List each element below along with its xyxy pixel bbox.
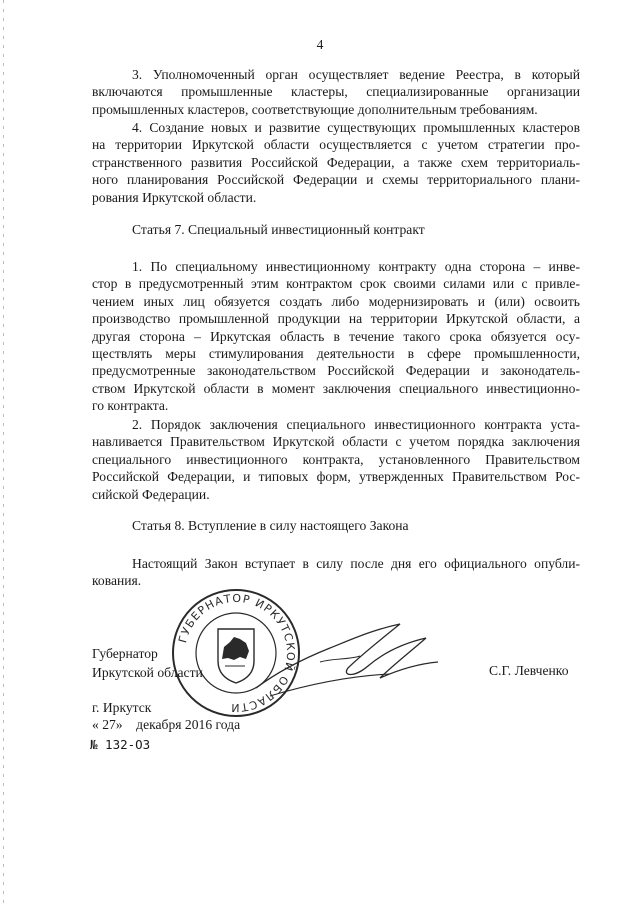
scan-edge <box>3 0 4 905</box>
paragraph-line: ством Иркутской области в момент заключения специального инвестиционно- <box>92 380 580 396</box>
paragraph-line: странственного развития Российской Федерации, а также схем территориаль- <box>92 154 580 170</box>
paragraph-line: чением иных лиц обязуется создать либо модернизировать и (или) освоить <box>92 293 580 309</box>
page-number: 4 <box>316 37 324 52</box>
paragraph-line: сийской Федерации. <box>92 486 210 502</box>
article-7-paragraph-2 <box>92 416 580 503</box>
paragraph-line: стор в предусмотренный этим контрактом срок своими силами или с привле- <box>92 276 580 292</box>
signing-date: « 27» декабря 2016 года <box>92 717 241 732</box>
article-8-paragraph <box>92 555 580 590</box>
paragraph-line: другая сторона – Иркутская область в течение такого срока обязуется осу- <box>92 328 580 344</box>
paragraph-3 <box>92 66 580 118</box>
handwritten-signature-icon <box>250 618 445 703</box>
paragraph-line: 2. Порядок заключения специального инвестиционного контракта уста- <box>132 417 580 432</box>
signatory-title <box>92 644 203 682</box>
article-8-heading: Статья 8. Вступление в силу настоящего Закона <box>132 518 409 533</box>
signatory-name: С.Г. Левченко <box>489 663 569 678</box>
article-7-heading: Статья 7. Специальный инвестиционный контракт <box>132 222 425 237</box>
paragraph-line: включаются промышленные кластеры, специализированные организации <box>92 84 580 100</box>
paragraph-line: 4. Создание новых и развитие существующих промышленных кластеров <box>132 120 580 135</box>
place-of-signing: г. Иркутск <box>92 700 152 715</box>
paragraph-line: специального инвестиционного контракта, установленного Правительством <box>92 451 580 467</box>
paragraph-line: Настоящий Закон вступает в силу после дня его официального опубли- <box>132 556 580 571</box>
signatory-title-line: Иркутской области <box>92 665 203 680</box>
paragraph-line: ного планирования Российской Федерации и схемы территориального плани- <box>92 172 580 188</box>
law-number: № 132-ОЗ <box>90 737 151 752</box>
paragraph-line: 3. Уполномоченный орган осуществляет ведение Реестра, в который <box>132 67 580 82</box>
paragraph-line: производство промышленной продукции на территории Иркутской области, а <box>92 311 580 327</box>
signatory-title-line: Губернатор <box>92 646 158 661</box>
paragraph-line: кования. <box>92 573 142 589</box>
paragraph-line: рования Иркутской области. <box>92 189 257 205</box>
paragraph-line: навливается Правительством Иркутской области с учетом порядка заключения <box>92 434 580 450</box>
paragraph-line: го контракта. <box>92 398 169 414</box>
paragraph-line: Российской Федерации, и типовых форм, утвержденных Правительством Рос- <box>92 469 580 485</box>
paragraph-4 <box>92 119 580 206</box>
paragraph-line: ществлять меры стимулирования деятельности в сфере промышленности, <box>92 346 580 362</box>
article-7-paragraph-1 <box>92 258 580 415</box>
paragraph-line: предусмотренные законодательством Российской Федерации и законодатель- <box>92 363 580 379</box>
paragraph-line: на территории Иркутской области осуществляется с учетом стратегии про- <box>92 137 580 153</box>
paragraph-line: промышленных кластеров, соответствующие дополнительным требованиям. <box>92 101 538 117</box>
paragraph-line: 1. По специальному инвестиционному контракту одна сторона – инве- <box>132 259 580 274</box>
svg-text:ГУБЕРНАТОР ИРКУТСКОЙ ОБЛАСТИ: ГУБЕРНАТОР ИРКУТСКОЙ ОБЛАСТИ <box>176 591 298 715</box>
